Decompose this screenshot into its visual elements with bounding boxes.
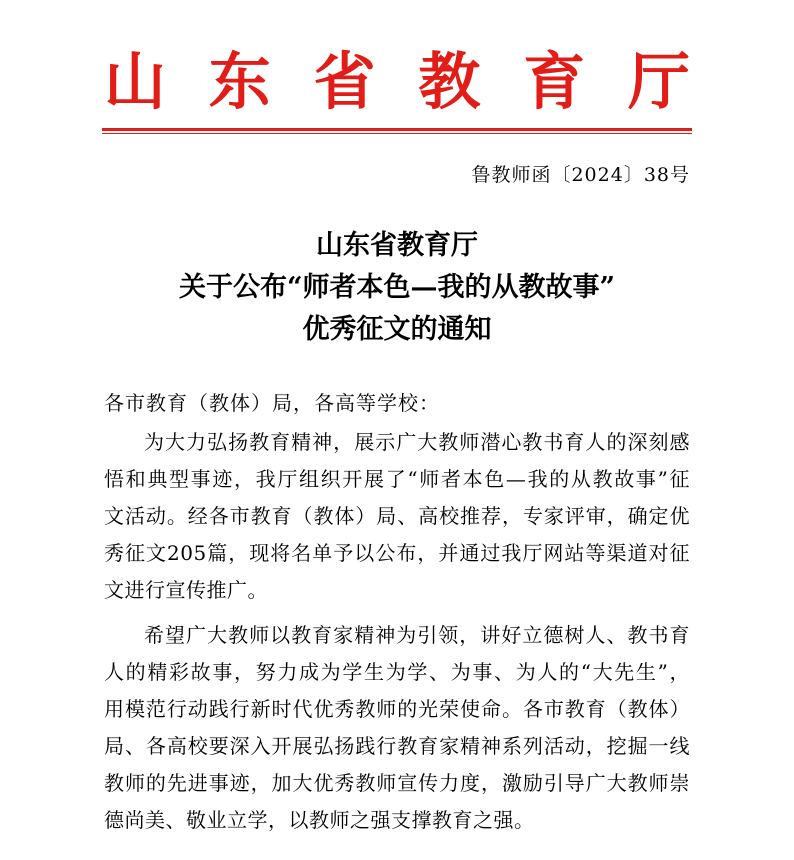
masthead-char: 山: [104, 45, 167, 118]
masthead-char: 育: [523, 45, 586, 118]
title-line: 关于公布“师者本色—我的从教故事”: [178, 272, 616, 303]
paragraph-line: 秀征文205篇，现将名单予以公布，并通过我厅网站等渠道对征: [104, 541, 690, 565]
paragraph-line: 希望广大教师以教育家精神为引领，讲好立德树人、教书育: [144, 623, 690, 647]
paragraph-line: 为大力弘扬教育精神，展示广大教师潜心教书育人的深刻感: [144, 430, 690, 454]
title-line: 优秀征文的通知: [302, 314, 492, 345]
title-line: 山东省教育厅: [316, 230, 478, 261]
paragraph-line: 德尚美、敬业立学，以教师之强支撑教育之强。: [104, 808, 535, 832]
document-number: 鲁教师函〔2024〕38号: [471, 164, 690, 186]
paragraph-line: 用模范行动践行新时代优秀教师的光荣使命。各市教育（教体）: [104, 697, 690, 721]
masthead-red-rule: [102, 128, 692, 131]
masthead-char: 厅: [627, 45, 690, 118]
paragraph-line: 文活动。经各市教育（教体）局、高校推荐，专家评审，确定优: [104, 504, 690, 528]
body-paragraph-1: [104, 424, 690, 609]
paragraph-line: 局、各高校要深入开展弘扬践行教育家精神系列活动，挖掘一线: [104, 734, 690, 758]
masthead-char: 教: [418, 45, 481, 118]
paragraph-line: 教师的先进事迹，加大优秀教师宣传力度，激励引导广大教师崇: [104, 771, 690, 795]
salutation: 各市教育（教体）局，各高等学校：: [104, 391, 440, 415]
paragraph-line: 悟和典型事迹，我厅组织开展了“师者本色—我的从教故事”征: [104, 467, 690, 491]
paragraph-line: 文进行宣传推广。: [104, 578, 268, 602]
masthead-red-rule-thin: [102, 133, 692, 134]
document-title: [0, 225, 794, 351]
masthead-char: 省: [313, 45, 376, 118]
paragraph-line: 人的精彩故事，努力成为学生为学、为事、为人的“大先生”，: [104, 660, 690, 684]
body-paragraph-2: [104, 617, 690, 839]
issuer-masthead: [104, 42, 690, 122]
masthead-char: 东: [208, 45, 271, 118]
